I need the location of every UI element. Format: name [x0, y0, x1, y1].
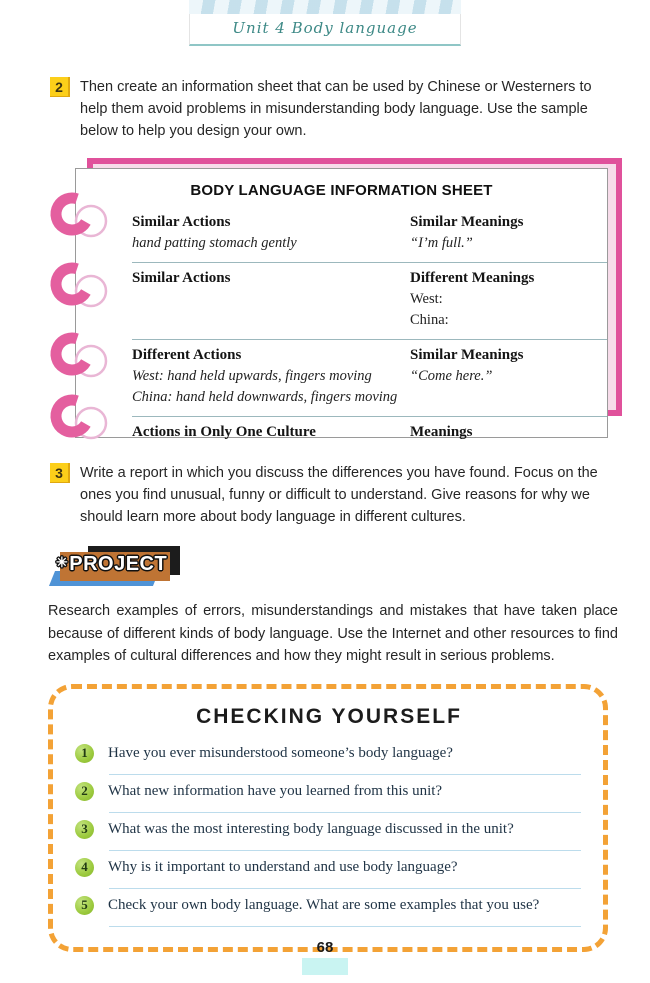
- sheet-row-2: [132, 262, 607, 339]
- column-header: Similar Meanings: [410, 214, 524, 231]
- sheet-row-4-right: [410, 422, 607, 443]
- checking-yourself-box: [48, 684, 608, 952]
- question-2-text: What new information have you learned from this unit?: [108, 782, 443, 799]
- answer-line: [109, 888, 581, 889]
- task-2-text: Then create an information sheet that can be used by Chinese or Westerners to help them avoid problems in misunderstanding body language. Use the sample below to help you design your own.: [80, 79, 592, 140]
- page-number: 68: [316, 939, 334, 956]
- project-label-text: PROJECT: [69, 553, 168, 576]
- question-1-number-badge: 1: [75, 744, 94, 763]
- task-2: [50, 76, 620, 142]
- information-sheet: [75, 158, 622, 440]
- header-title-box: [189, 14, 461, 46]
- cell-text: China: hand held downwards, fingers moving: [132, 389, 398, 406]
- question-4-text: Why is it important to understand and use body language?: [108, 858, 458, 875]
- project-instructions: Research examples of errors, misunderstandings and mistakes that have taken place because of different kinds of body language. Use the Internet and other resources to find examples of cultural differences and how they might result in serious problems.: [48, 603, 618, 665]
- column-header: Different Actions: [132, 347, 242, 364]
- spiral-ring-icon: [45, 188, 117, 244]
- column-header: Different Meanings: [410, 270, 535, 287]
- page-header: [189, 0, 461, 46]
- question-2-number-badge: 2: [75, 782, 94, 801]
- task-3: [50, 462, 620, 528]
- page-footer: [0, 937, 650, 975]
- question-4: [75, 857, 583, 878]
- sheet-row-3-left: [132, 345, 410, 408]
- column-header: Similar Actions: [132, 214, 231, 231]
- cell-text: “Come here.”: [410, 368, 493, 385]
- project-logo: [50, 546, 190, 590]
- checking-yourself-title: CHECKING YOURSELF: [196, 704, 462, 728]
- sheet-row-3: [132, 339, 607, 416]
- question-3-number-badge: 3: [75, 820, 94, 839]
- sheet-row-1-right: [410, 212, 607, 254]
- question-3: [75, 819, 583, 840]
- question-1-text: Have you ever misunderstood someone’s body language?: [108, 744, 453, 761]
- project-logo-label: [56, 553, 167, 576]
- cell-text: China:: [410, 312, 449, 329]
- unit-title: Unit 4 Body language: [232, 19, 418, 37]
- sheet-row-1-left: [132, 212, 410, 254]
- sheet-table: [132, 207, 607, 451]
- column-header: Similar Actions: [132, 270, 231, 287]
- answer-line: [109, 850, 581, 851]
- header-watermark-band: [189, 0, 461, 14]
- answer-line: [109, 774, 581, 775]
- task-3-text: Write a report in which you discuss the differences you have found. Focus on the ones you find unusual, funny or difficult to understand. Give reasons for why we should learn more about body language in different cultures.: [80, 465, 598, 526]
- cell-text: West:: [410, 291, 443, 308]
- question-4-number-badge: 4: [75, 858, 94, 877]
- question-3-text: What was the most interesting body language discussed in the unit?: [108, 820, 514, 837]
- sheet-row-3-right: [410, 345, 607, 408]
- question-5: [75, 895, 583, 916]
- spiral-ring-icon: [45, 258, 117, 314]
- cell-text: hand patting stomach gently: [132, 235, 297, 252]
- answer-line: [109, 812, 581, 813]
- column-header: Meanings: [410, 424, 473, 441]
- cell-text: “I’m full.”: [410, 235, 473, 252]
- sheet-row-4-left: [132, 422, 410, 443]
- star-icon: ✳: [56, 554, 69, 571]
- spiral-ring-icon: [45, 328, 117, 384]
- task-2-number-badge: 2: [50, 77, 70, 97]
- page-number-band: [302, 958, 348, 975]
- question-2: [75, 781, 583, 802]
- sheet-row-4: [132, 416, 607, 451]
- sheet-card: [75, 168, 608, 441]
- sheet-row-2-right: [410, 268, 607, 331]
- spiral-ring-icon: [45, 390, 117, 446]
- cell-text: West: hand held upwards, fingers moving: [132, 368, 372, 385]
- column-header: Similar Meanings: [410, 347, 524, 364]
- sheet-title: BODY LANGUAGE INFORMATION SHEET: [190, 182, 493, 200]
- answer-line: [109, 926, 581, 927]
- question-1: [75, 743, 583, 764]
- task-3-number-badge: 3: [50, 463, 70, 483]
- question-5-number-badge: 5: [75, 896, 94, 915]
- column-header: Actions in Only One Culture: [132, 424, 316, 441]
- sheet-row-1: [132, 207, 607, 262]
- question-5-text: Check your own body language. What are some examples that you use?: [108, 896, 540, 913]
- sheet-row-2-left: [132, 268, 410, 331]
